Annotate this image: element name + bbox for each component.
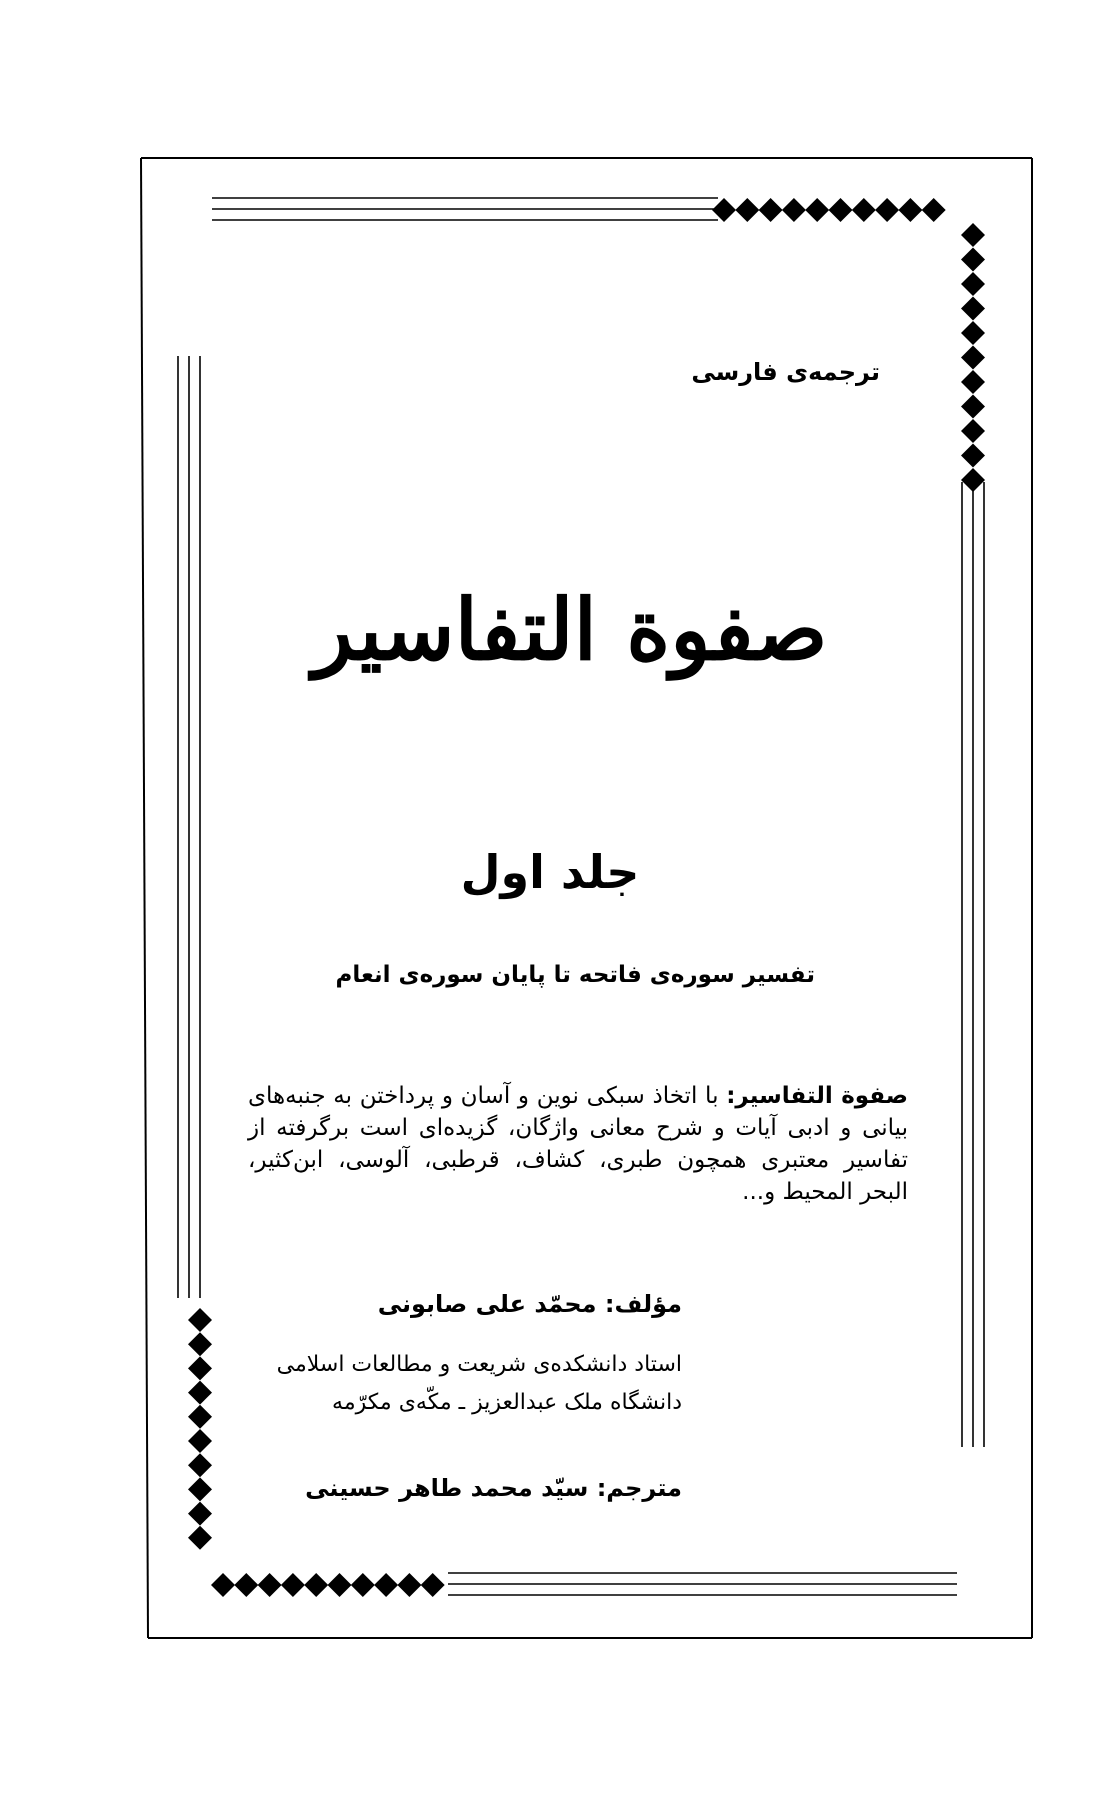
diamond-ornament xyxy=(188,1429,212,1453)
diamond-ornament xyxy=(961,419,985,443)
diamond-ornament xyxy=(281,1573,305,1597)
diamond-ornament xyxy=(782,198,806,222)
diamond-ornament xyxy=(188,1381,212,1405)
diamond-ornament xyxy=(188,1477,212,1501)
diamond-ornament xyxy=(961,346,985,370)
diamond-ornament xyxy=(961,272,985,296)
diamond-ornament xyxy=(961,444,985,468)
diamond-ornament xyxy=(898,198,922,222)
diamond-ornament xyxy=(188,1453,212,1477)
diamond-ornament xyxy=(188,1502,212,1526)
diamond-ornament xyxy=(304,1573,328,1597)
diamond-ornament xyxy=(328,1573,352,1597)
diamond-ornament xyxy=(374,1573,398,1597)
diamond-ornament xyxy=(188,1356,212,1380)
subtitle-label: ترجمه‌ی فارسی xyxy=(691,358,880,386)
author-line: مؤلف: محمّد علی صابونی xyxy=(377,1290,682,1318)
diamond-ornament xyxy=(961,468,985,492)
diamond-ornament xyxy=(188,1526,212,1550)
diamond-ornament xyxy=(961,223,985,247)
diamond-ornament xyxy=(875,198,899,222)
diamond-ornament xyxy=(397,1573,421,1597)
diamond-ornament xyxy=(759,198,783,222)
diamond-ornament xyxy=(961,370,985,394)
diamond-ornament xyxy=(922,198,946,222)
volume-label: جلد اول xyxy=(460,845,640,899)
diamond-ornament xyxy=(805,198,829,222)
scope-line: تفسير سوره‌ی فاتحه تا پايان سوره‌ی انعام xyxy=(335,962,815,988)
description-lead: صفوة التفاسير: xyxy=(726,1083,909,1109)
diamond-ornament xyxy=(961,321,985,345)
diamond-ornament xyxy=(961,248,985,272)
diamond-ornament xyxy=(961,395,985,419)
diamond-ornament xyxy=(351,1573,375,1597)
diamond-ornament xyxy=(258,1573,282,1597)
author-title-line-2: دانشگاه ملک عبدالعزيز ـ مکّه‌ی مکرّمه xyxy=(332,1390,682,1415)
diamond-ornament xyxy=(961,297,985,321)
diamond-ornament xyxy=(188,1405,212,1429)
diamond-ornament xyxy=(735,198,759,222)
diamond-ornament xyxy=(421,1573,445,1597)
diamond-ornament xyxy=(188,1308,212,1332)
description-body: با اتخاذ سبکی نوين و آسان و پرداختن به جنبه‌های بيانی و ادبی آيات و شرح معانی واژگان، گزيده‌ای است برگرفته از تفاسير معتبری همچون طبری، کشاف، قرطبی، آلوسی، ابن‌کثير، البحر المحيط و... xyxy=(248,1083,908,1205)
diamond-ornament xyxy=(188,1332,212,1356)
diamond-ornament xyxy=(211,1573,235,1597)
diamond-ornament xyxy=(234,1573,258,1597)
description-paragraph xyxy=(248,1080,908,1208)
border-line xyxy=(141,158,148,1638)
diamond-ornament xyxy=(829,198,853,222)
book-title: صفوة التفاسير xyxy=(312,580,828,679)
translator-line: مترجم: سيّد محمد طاهر حسينی xyxy=(305,1474,682,1502)
diamond-ornament xyxy=(712,198,736,222)
author-title-line-1: استاد دانشکده‌ی شريعت و مطالعات اسلامی xyxy=(276,1352,682,1377)
diamond-ornament xyxy=(852,198,876,222)
